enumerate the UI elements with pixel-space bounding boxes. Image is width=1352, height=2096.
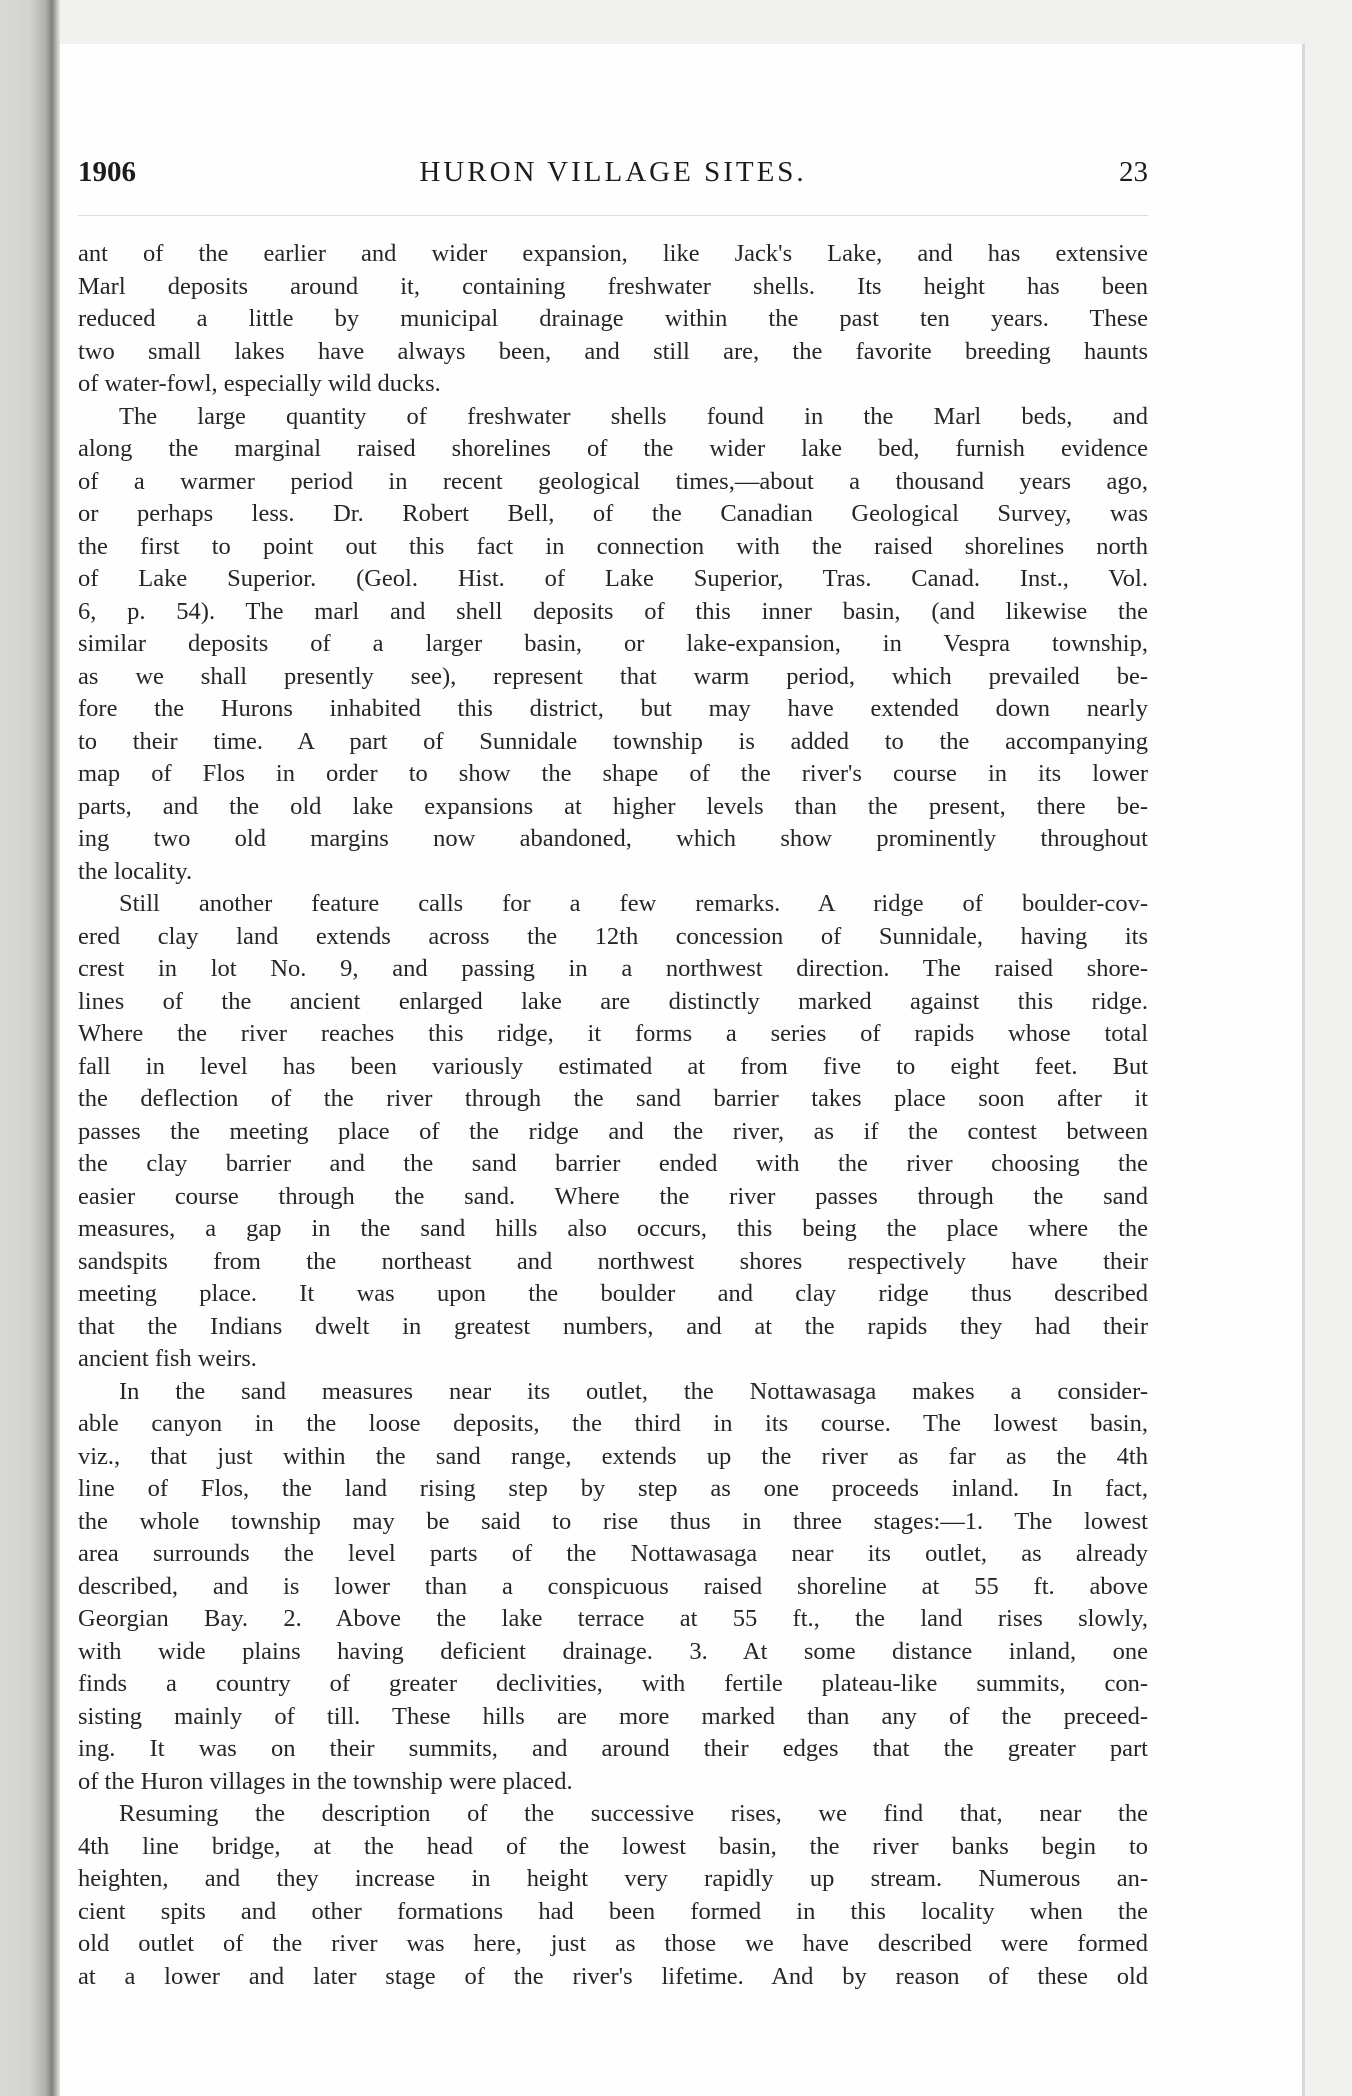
text-line: ing. It was on their summits, and around their edges that the greater part	[78, 1735, 1148, 1762]
text-line: 6, p. 54). The marl and shell deposits of this inner basin, (and likewise the	[78, 597, 1148, 625]
text-line: sandspits from the northeast and northwest shores respectively have their	[78, 1247, 1148, 1275]
text-line: described, and is lower than a conspicuous raised shoreline at 55 ft. above	[78, 1572, 1148, 1600]
text-line: easier course through the sand. Where the river passes through the sand	[78, 1182, 1148, 1210]
text-line: In the sand measures near its outlet, the Nottawasaga makes a consider-	[119, 1377, 1148, 1405]
header-rule	[78, 215, 1148, 216]
text-line: the deflection of the river through the sand barrier takes place soon after it	[78, 1085, 1148, 1112]
text-line: cient spits and other formations had been formed in this locality when the	[78, 1897, 1148, 1925]
text-line: of Lake Superior. (Geol. Hist. of Lake Superior, Tras. Canad. Inst., Vol.	[78, 565, 1148, 592]
text-line: map of Flos in order to show the shape of the river's course in its lower	[78, 760, 1148, 787]
text-line: as we shall presently see), represent that warm period, which prevailed be-	[78, 662, 1148, 690]
text-line: Where the river reaches this ridge, it forms a series of rapids whose total	[78, 1020, 1148, 1047]
text-line: the first to point out this fact in connection with the raised shorelines north	[78, 532, 1148, 560]
text-line: the whole township may be said to rise thus in three stages:—1. The lowest	[78, 1507, 1148, 1535]
text-line: 4th line bridge, at the head of the lowest basin, the river banks begin to	[78, 1832, 1148, 1860]
text-line: similar deposits of a larger basin, or lake-expansion, in Vespra township,	[78, 630, 1148, 657]
text-line: parts, and the old lake expansions at higher levels than the present, there be-	[78, 792, 1148, 820]
text-line: to their time. A part of Sunnidale township is added to the accompanying	[78, 727, 1148, 755]
text-line: heighten, and they increase in height very rapidly up stream. Numerous an-	[78, 1865, 1148, 1892]
text-line: meeting place. It was upon the boulder and clay ridge thus described	[78, 1280, 1148, 1307]
text-line: fore the Hurons inhabited this district, but may have extended down nearly	[78, 695, 1148, 722]
text-line: Georgian Bay. 2. Above the lake terrace at 55 ft., the land rises slowly,	[78, 1605, 1148, 1632]
text-line: passes the meeting place of the ridge and the river, as if the contest between	[78, 1117, 1148, 1145]
text-line: Resuming the description of the successive rises, we find that, near the	[119, 1800, 1148, 1827]
text-line: Marl deposits around it, containing freshwater shells. Its height has been	[78, 272, 1148, 300]
scan-binding-edge	[0, 0, 60, 2096]
text-line: line of Flos, the land rising step by step as one proceeds inland. In fact,	[78, 1475, 1148, 1502]
text-line: of water-fowl, especially wild ducks.	[78, 370, 441, 397]
text-line: or perhaps less. Dr. Robert Bell, of the Canadian Geological Survey, was	[78, 500, 1148, 527]
text-line: able canyon in the loose deposits, the third in its course. The lowest basin,	[78, 1410, 1148, 1437]
text-line: ant of the earlier and wider expansion, like Jack's Lake, and has extensive	[78, 240, 1148, 267]
text-line: of a warmer period in recent geological times,—about a thousand years ago,	[78, 467, 1148, 495]
text-line: the locality.	[78, 857, 193, 885]
text-line: sisting mainly of till. These hills are more marked than any of the preceed-	[78, 1702, 1148, 1730]
text-line: that the Indians dwelt in greatest numbers, and at the rapids they had their	[78, 1312, 1148, 1340]
text-line: area surrounds the level parts of the Nottawasaga near its outlet, as already	[78, 1540, 1148, 1567]
header-year: 1906	[78, 156, 136, 188]
text-line: the clay barrier and the sand barrier ended with the river choosing the	[78, 1150, 1148, 1177]
text-line: along the marginal raised shorelines of the wider lake bed, furnish evidence	[78, 435, 1148, 462]
text-line: ered clay land extends across the 12th concession of Sunnidale, having its	[78, 922, 1148, 950]
running-header	[78, 156, 1148, 196]
text-line: fall in level has been variously estimated at from five to eight feet. But	[78, 1052, 1148, 1080]
running-title: HURON VILLAGE SITES.	[419, 156, 807, 188]
text-line: measures, a gap in the sand hills also occurs, this being the place where the	[78, 1215, 1148, 1242]
page-number: 23	[1119, 156, 1148, 188]
text-line: finds a country of greater declivities, with fertile plateau-like summits, con-	[78, 1670, 1148, 1697]
text-line: reduced a little by municipal drainage within the past ten years. These	[78, 305, 1148, 332]
text-line: at a lower and later stage of the river's lifetime. And by reason of these old	[78, 1962, 1148, 1990]
text-line: crest in lot No. 9, and passing in a northwest direction. The raised shore-	[78, 955, 1148, 982]
text-line: viz., that just within the sand range, extends up the river as far as the 4th	[78, 1442, 1148, 1470]
text-line: ing two old margins now abandoned, which show prominently throughout	[78, 825, 1148, 852]
text-line: The large quantity of freshwater shells found in the Marl beds, and	[119, 402, 1148, 430]
body-text	[78, 238, 1148, 1993]
text-line: ancient fish weirs.	[78, 1345, 257, 1372]
text-line: old outlet of the river was here, just as those we have described were formed	[78, 1930, 1148, 1957]
text-line: Still another feature calls for a few remarks. A ridge of boulder-cov-	[119, 890, 1148, 917]
text-line: lines of the ancient enlarged lake are distinctly marked against this ridge.	[78, 987, 1148, 1015]
text-line: two small lakes have always been, and still are, the favorite breeding haunts	[78, 337, 1148, 365]
text-line: of the Huron villages in the township were placed.	[78, 1767, 573, 1795]
text-line: with wide plains having deficient drainage. 3. At some distance inland, one	[78, 1637, 1148, 1665]
